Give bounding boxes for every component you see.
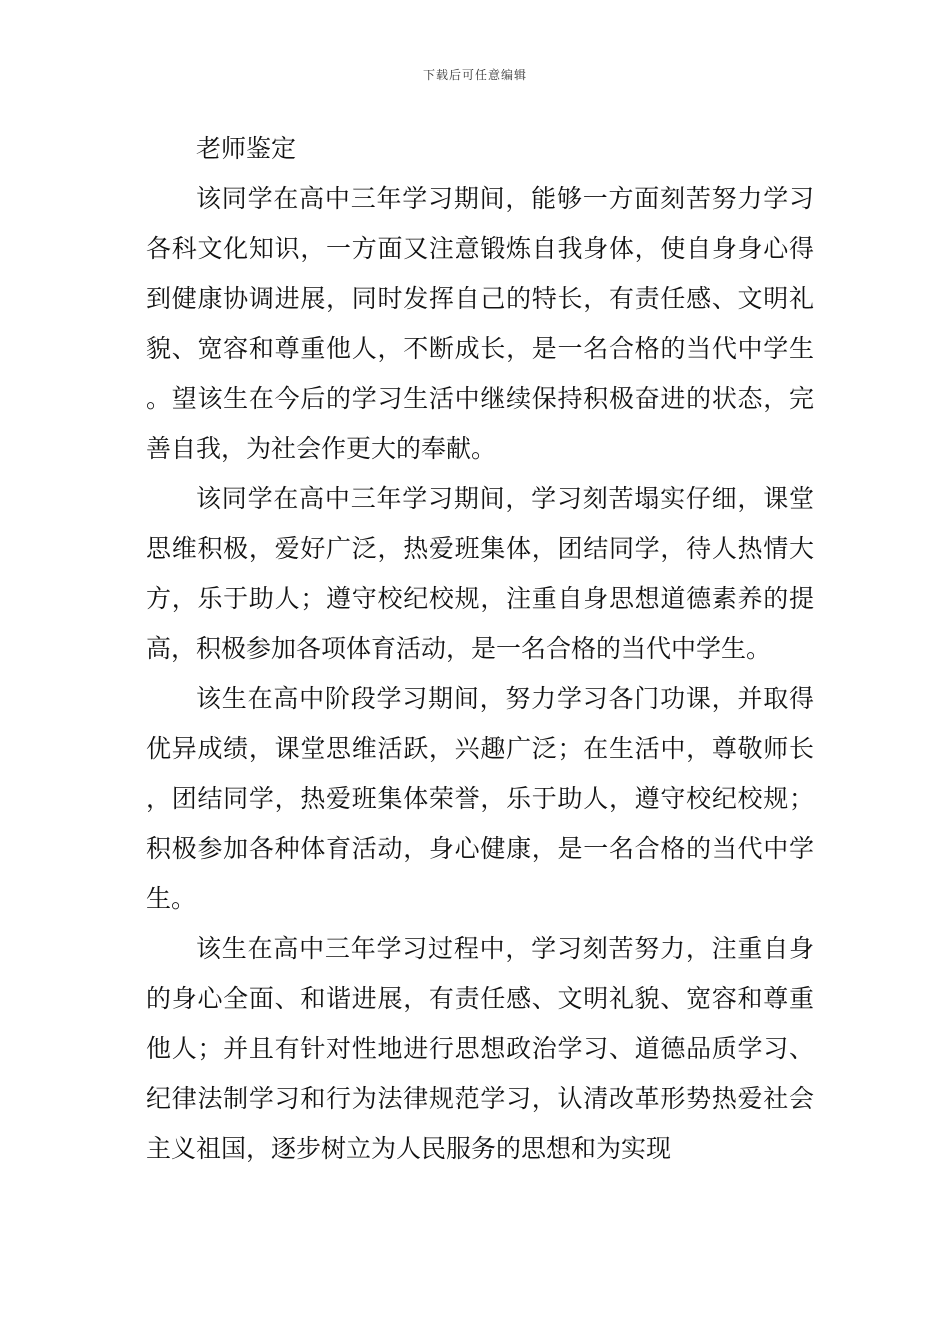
page-header-note: 下载后可任意编辑 (422, 68, 527, 82)
paragraph-4: 该生在高中三年学习过程中，学习刻苦努力，注重自身的身心全面、和谐进展，有责任感、文明礼貌、宽容和尊重他人；并且有针对性地进行思想政治学习、道德品质学习、纪律法制学习和行为法律规范学习，认清改革形势热爱社会主义祖国，逐步树立为人民服务的思想和为实现 (146, 934, 814, 1163)
paragraph-1: 该同学在高中三年学习期间，能够一方面刻苦努力学习各科文化知识，一方面又注意锻炼自我身体，使自身身心得到健康协调进展，同时发挥自己的特长，有责任感、文明礼貌、宽容和尊重他人，不断成长，是一名合格的当代中学生。望该生在今后的学习生活中继续保持积极奋进的状态，完善自我，为社会作更大的奉献。 (146, 184, 814, 463)
document-body (146, 124, 814, 1174)
paragraph-2: 该同学在高中三年学习期间，学习刻苦塌实仔细，课堂思维积极，爱好广泛，热爱班集体，团结同学，待人热情大方，乐于助人；遵守校纪校规，注重自身思想道德素养的提高，积极参加各项体育活动，是一名合格的当代中学生。 (146, 484, 814, 663)
paragraph-3: 该生在高中阶段学习期间，努力学习各门功课，并取得优异成绩，课堂思维活跃，兴趣广泛；在生活中，尊敬师长，团结同学，热爱班集体荣誉，乐于助人，遵守校纪校规；积极参加各种体育活动，身心健康，是一名合格的当代中学生。 (146, 684, 814, 913)
document-title: 老师鉴定 (196, 134, 297, 163)
